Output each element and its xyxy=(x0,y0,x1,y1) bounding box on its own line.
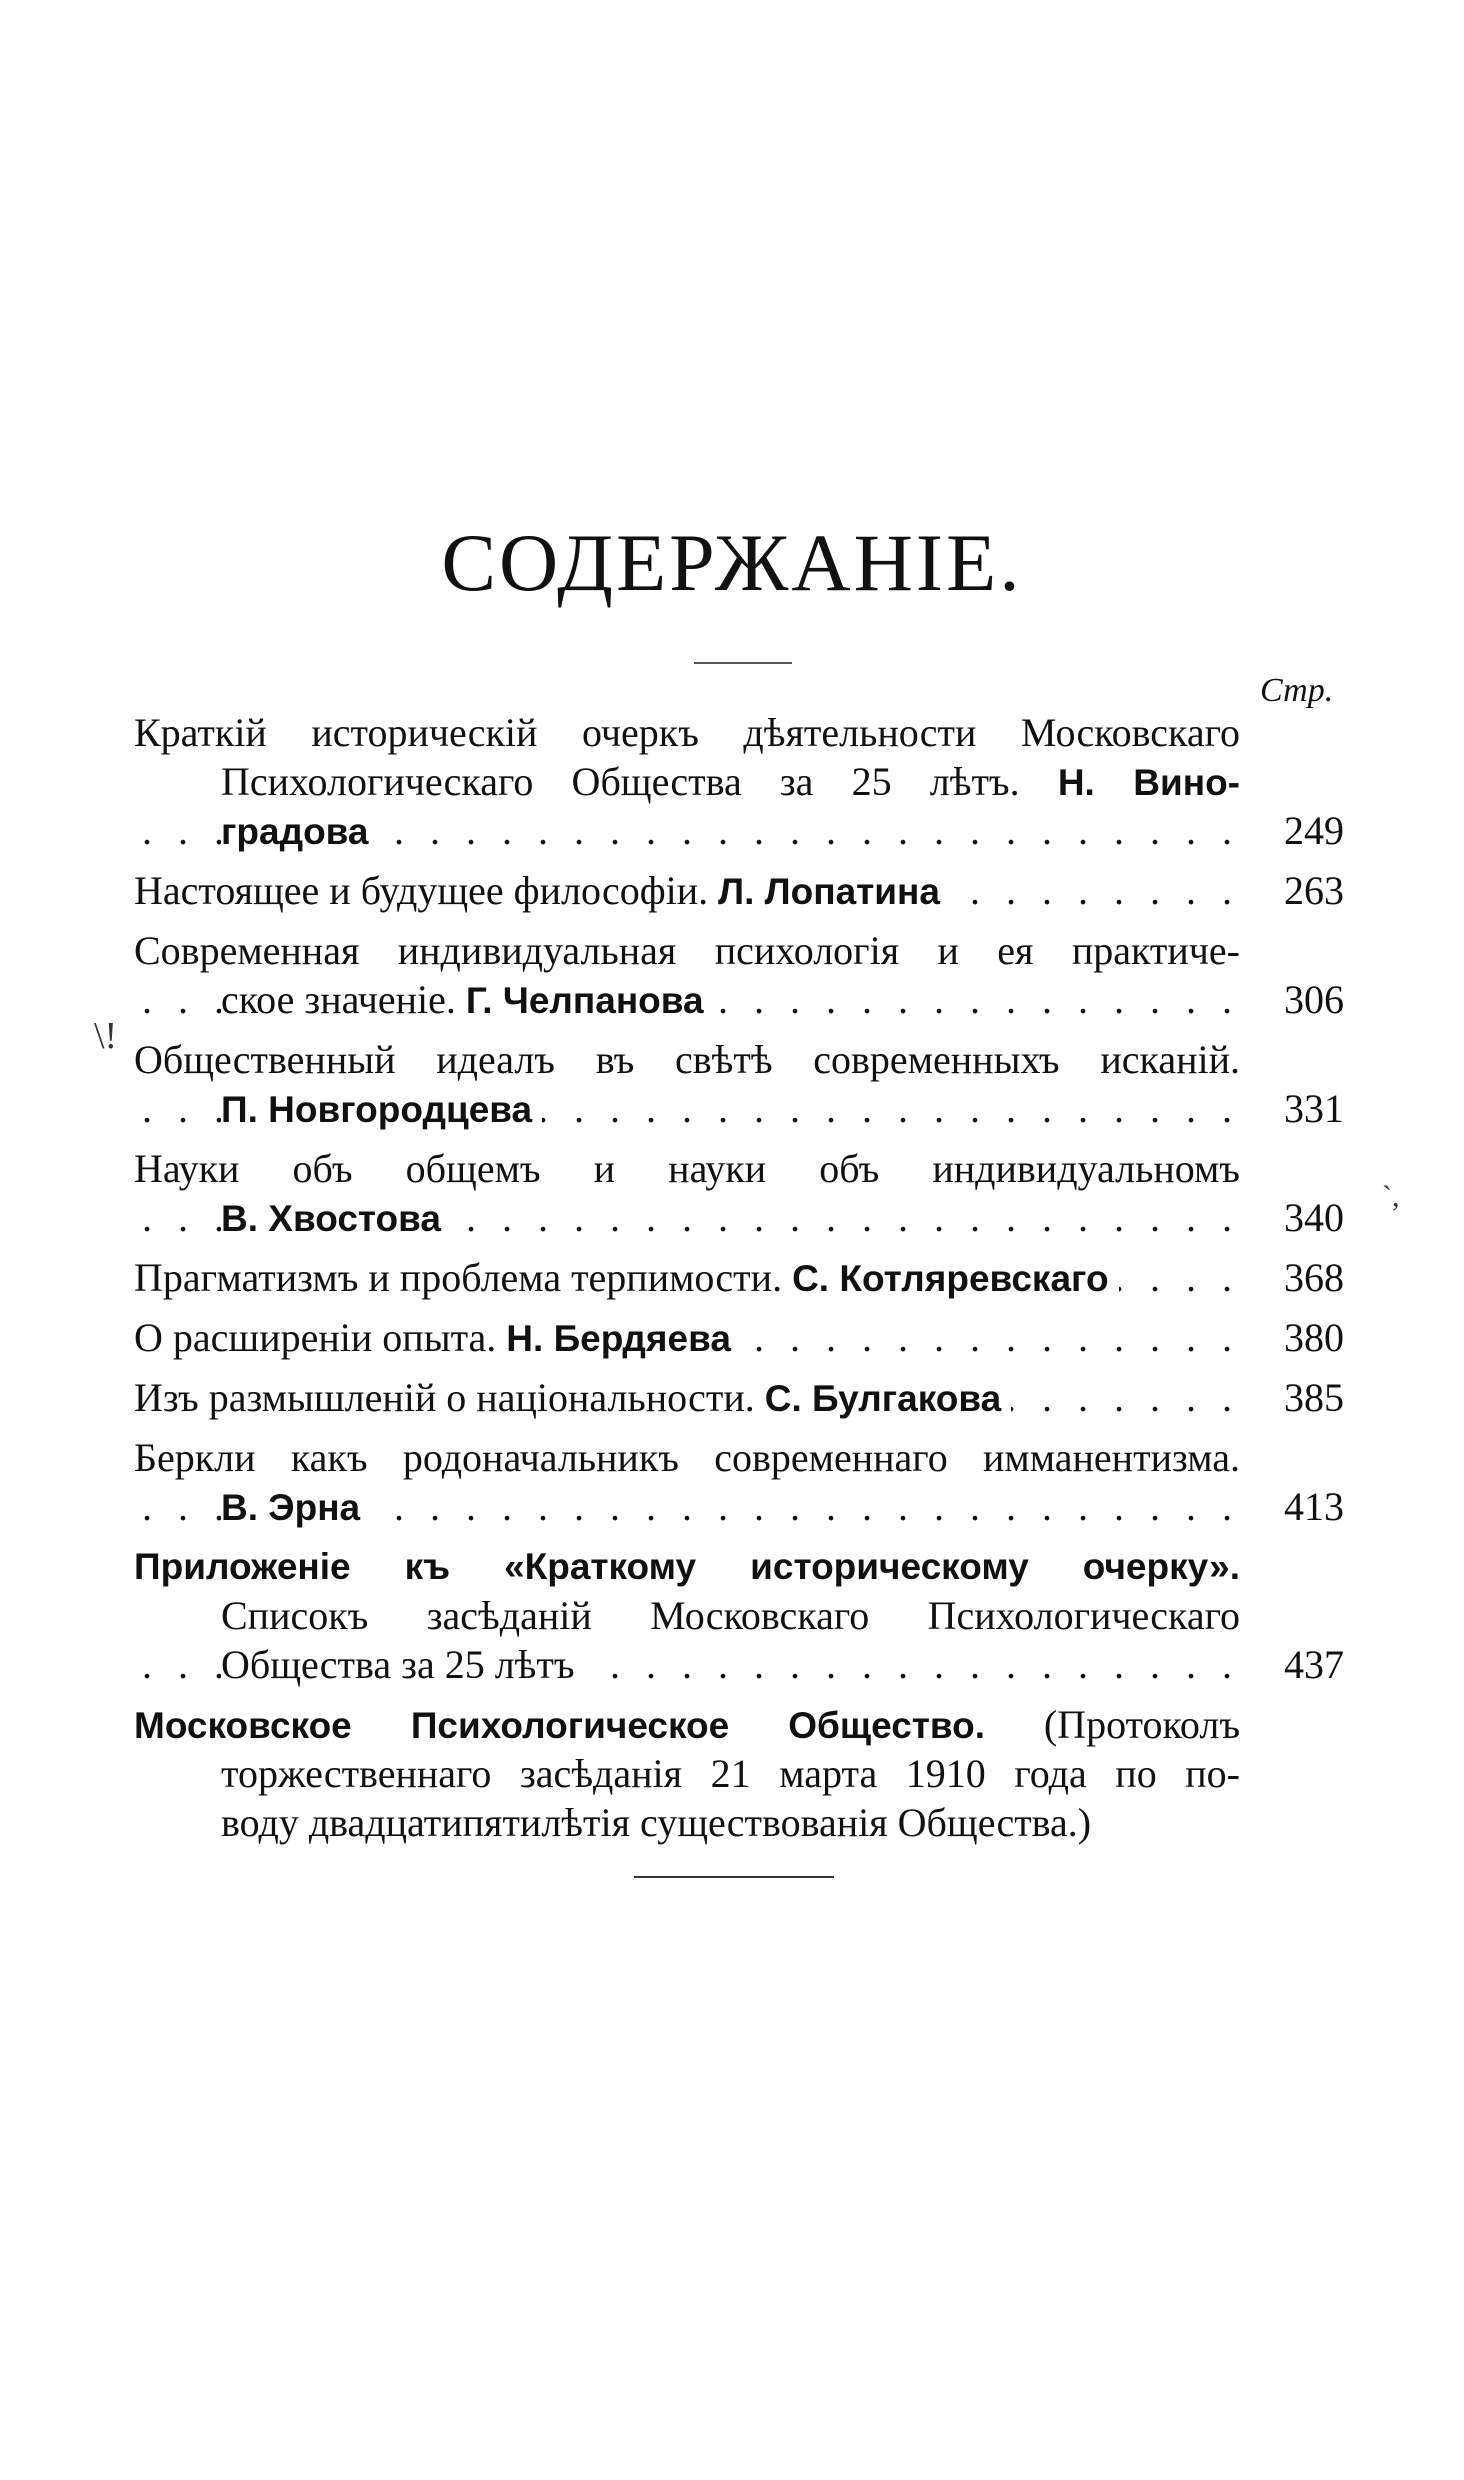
toc-entry-title-text: Изъ размышленій о національности. xyxy=(134,1375,755,1420)
toc-entry xyxy=(134,866,1354,915)
toc-entry-page: 249 xyxy=(1284,808,1344,853)
toc-entry-title-text: Настоящее и будущее философіи. xyxy=(134,868,709,913)
toc-entry-title-line xyxy=(134,1373,1240,1422)
toc-entry-page: 340 xyxy=(1284,1195,1344,1240)
toc-entry-author: Л. Лопатина xyxy=(718,871,940,912)
toc-entry-author: градова xyxy=(221,811,379,852)
toc-entry-title-line: Краткій историческій очеркъ дѣятельности Московскаго xyxy=(134,710,1240,755)
toc-entry-author: Н. Вино- xyxy=(1057,762,1240,803)
toc-entry-title-line xyxy=(134,866,1240,915)
toc-entry-title-text: Прагматизмъ и проблема терпимости. xyxy=(134,1255,783,1300)
toc-entry-title-text: Общества за 25 лѣтъ xyxy=(221,1642,585,1687)
toc-entry xyxy=(134,1253,1354,1302)
toc-entry-title-line xyxy=(134,1482,1240,1531)
toc-entry xyxy=(134,1313,1354,1362)
toc-entry-page: 413 xyxy=(1284,1484,1344,1529)
toc-entry-title-line xyxy=(134,757,1240,806)
toc-entry-page: 368 xyxy=(1284,1255,1344,1300)
end-divider xyxy=(634,1876,834,1878)
toc-entry-page: 385 xyxy=(1284,1375,1344,1420)
toc-entry-author: В. Эрна xyxy=(221,1487,370,1528)
toc-entry-title-line xyxy=(134,1700,1240,1749)
toc-entry-title-line xyxy=(134,1193,1240,1242)
toc-entry-title-line: Науки объ общемъ и науки объ индивидуальномъ xyxy=(134,1146,1240,1191)
toc-entry-title-text: (Протоколъ xyxy=(1043,1702,1240,1747)
toc-entry-title-line xyxy=(134,1084,1240,1133)
toc-entry xyxy=(134,1542,1354,1689)
toc-entry xyxy=(134,1700,1354,1847)
toc-entry-heading: Московское Психологическое Общество. xyxy=(134,1705,986,1746)
toc-entry-author: С. Котляревскаго xyxy=(792,1258,1109,1299)
toc-entry-title-line xyxy=(134,1253,1240,1302)
toc-entry-title-line: Списокъ засѣданій Московскаго Психологическаго xyxy=(221,1593,1240,1638)
toc-entry xyxy=(134,1144,1354,1242)
toc-entry-title-line: Беркли какъ родоначальникъ современнаго имманентизма. xyxy=(134,1435,1240,1480)
toc-entry-title-line: Современная индивидуальная психологія и ея практиче- xyxy=(134,928,1240,973)
page-title: СОДЕРЖАНІЕ. xyxy=(441,517,1023,608)
toc-entry-title-line: воду двадцатипятилѣтія существованія Общества.) xyxy=(221,1800,1092,1845)
toc-entry-title-line: Общественный идеалъ въ свѣтѣ современныхъ исканій. xyxy=(134,1037,1240,1082)
toc-entry-author: Г. Челпанова xyxy=(465,980,704,1021)
margin-pencil-mark: `, xyxy=(1382,1180,1400,1213)
toc-entry-page: 306 xyxy=(1284,977,1344,1022)
margin-pencil-mark: \! xyxy=(94,1015,118,1057)
toc-entry-page: 437 xyxy=(1284,1642,1344,1687)
toc-entry xyxy=(134,926,1354,1024)
toc-entry xyxy=(134,1373,1354,1422)
toc-entry xyxy=(134,1035,1354,1133)
toc-entry-title-line xyxy=(134,1640,1240,1689)
toc-entry-title-text: ское значеніе. xyxy=(221,977,456,1022)
toc-entry-title-line xyxy=(134,1313,1240,1362)
toc-entry-title-text: О расширеніи опыта. xyxy=(134,1315,497,1360)
toc-entry-title-text: Психологическаго Общества за 25 лѣтъ. xyxy=(221,759,1020,804)
toc-entry-page: 331 xyxy=(1284,1086,1344,1131)
toc-entry-page: 263 xyxy=(1284,868,1344,913)
title-divider xyxy=(694,662,792,664)
toc-entry-title-line xyxy=(134,806,1240,855)
table-of-contents xyxy=(134,708,1354,1858)
toc-entry-page: 380 xyxy=(1284,1315,1344,1360)
toc-entry-author: В. Хвостова xyxy=(221,1198,451,1239)
pages-column-header: Стр. xyxy=(1260,672,1334,709)
toc-entry-author: П. Новгородцева xyxy=(221,1089,542,1130)
toc-entry-title-line xyxy=(134,975,1240,1024)
toc-entry-author: С. Булгакова xyxy=(764,1378,1002,1419)
toc-entry xyxy=(134,708,1354,855)
toc-entry-author: Н. Бердяева xyxy=(506,1318,731,1359)
toc-entry xyxy=(134,1433,1354,1531)
toc-entry-title-line: торжественнаго засѣданія 21 марта 1910 года по по- xyxy=(221,1751,1240,1796)
toc-entry-heading: Приложеніе къ «Краткому историческому очерку». xyxy=(134,1546,1240,1587)
